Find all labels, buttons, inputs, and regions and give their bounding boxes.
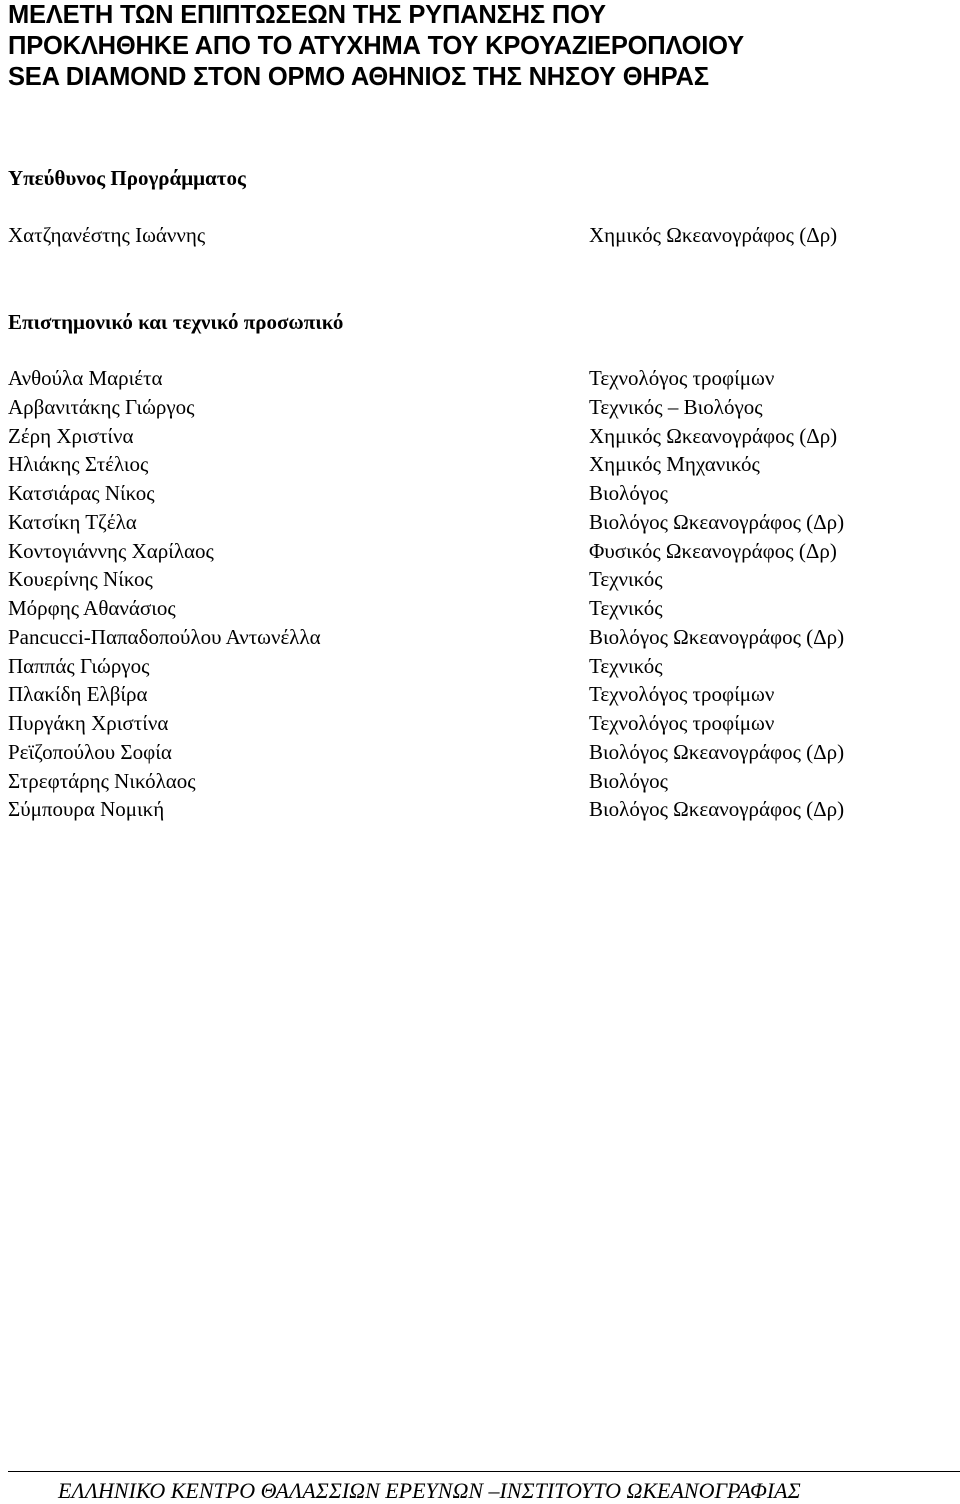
staff-member-name: Αρβανιτάκης Γιώργος (8, 394, 195, 419)
program-lead-row (8, 221, 960, 249)
staff-row (8, 652, 960, 681)
staff-row (8, 623, 960, 652)
staff-row (8, 393, 960, 422)
staff-row (8, 422, 960, 451)
document-title (8, 0, 948, 93)
staff-row (8, 767, 960, 796)
staff-row (8, 565, 960, 594)
staff-row (8, 795, 960, 824)
staff-row (8, 738, 960, 767)
staff-member-name: Ζέρη Χριστίνα (8, 423, 134, 448)
staff-member-role: Τεχνικός – Βιολόγος (589, 394, 763, 419)
staff-member-role: Χημικός Ωκεανογράφος (Δρ) (589, 423, 838, 448)
staff-member-name: Ανθούλα Μαριέτα (8, 366, 163, 390)
staff-member-role: Τεχνολόγος τροφίμων (589, 711, 775, 735)
staff-member-role: Βιολόγος (589, 481, 668, 505)
staff-member-name: Μόρφης Αθανάσιος (8, 596, 176, 620)
staff-member-role: Τεχνολόγος τροφίμων (589, 682, 775, 707)
staff-member-name: Κουερίνης Νίκος (8, 567, 153, 592)
staff-row (8, 364, 960, 393)
staff-member-name: Πλακίδη Ελβίρα (8, 682, 148, 707)
staff-member-name: Σύμπουρα Νομική (8, 797, 165, 822)
staff-member-name: Παππάς Γιώργος (8, 653, 150, 678)
staff-member-role: Φυσικός Ωκεανογράφος (Δρ) (589, 538, 837, 563)
staff-member-role: Χημικός Μηχανικός (589, 452, 760, 477)
staff-heading: Επιστημονικό και τεχνικό προσωπικό (8, 310, 344, 334)
staff-member-role: Βιολόγος (589, 768, 668, 793)
staff-row (8, 594, 960, 623)
staff-row (8, 537, 960, 566)
document-title-line-2: ΠΡΟΚΛΗΘΗΚΕ ΑΠΟ ΤΟ ΑΤΥΧΗΜΑ ΤΟΥ ΚΡΟΥΑΖΙΕΡΟΠΛΟΙΟΥ (8, 32, 744, 60)
document-title-line-3: SEA DIAMOND ΣΤΟΝ ΟΡΜΟ ΑΘΗΝΙΟΣ ΤΗΣ ΝΗΣΟΥ ΘΗΡΑΣ (8, 63, 709, 91)
staff-member-role: Βιολόγος Ωκεανογράφος (Δρ) (589, 509, 845, 534)
staff-member-name: Ηλιάκης Στέλιος (8, 452, 149, 477)
staff-member-name: Ρεϊζοπούλου Σοφία (8, 739, 172, 764)
footer-institution: ΕΛΛΗΝΙΚΟ ΚΕΝΤΡΟ ΘΑΛΑΣΣΙΩΝ ΕΡΕΥΝΩΝ –ΙΝΣΤΙΤΟΥΤΟ ΩΚΕΑΝΟΓΡΑΦΙΑΣ (58, 1478, 801, 1503)
staff-member-role: Τεχνικός (589, 567, 663, 592)
staff-member-role: Βιολόγος Ωκεανογράφος (Δρ) (589, 797, 845, 822)
staff-member-name: Κοντογιάννης Χαρίλαος (8, 538, 214, 563)
staff-member-role: Τεχνολόγος τροφίμων (589, 366, 775, 390)
program-lead-role: Χημικός Ωκεανογράφος (Δρ) (589, 223, 838, 247)
staff-member-role: Τεχνικός (589, 596, 663, 620)
staff-member-role: Τεχνικός (589, 653, 663, 678)
staff-row (8, 479, 960, 508)
staff-row (8, 709, 960, 738)
document-title-line-1: ΜΕΛΕΤΗ ΤΩΝ ΕΠΙΠΤΩΣΕΩΝ ΤΗΣ ΡΥΠΑΝΣΗΣ ΠΟΥ (8, 1, 606, 29)
staff-member-role: Βιολόγος Ωκεανογράφος (Δρ) (589, 624, 845, 649)
staff-list (8, 364, 960, 824)
staff-member-name: Κατσιάρας Νίκος (8, 481, 155, 505)
footer-divider (8, 1471, 960, 1472)
staff-row (8, 450, 960, 479)
staff-row (8, 680, 960, 709)
program-lead-heading: Υπεύθυνος Προγράμματος (8, 166, 246, 190)
staff-member-name: Πυργάκη Χριστίνα (8, 711, 169, 735)
staff-member-role: Βιολόγος Ωκεανογράφος (Δρ) (589, 739, 845, 764)
program-lead-name: Χατζηανέστης Ιωάννης (8, 223, 206, 247)
staff-row (8, 508, 960, 537)
staff-member-name: Στρεφτάρης Νικόλαος (8, 768, 196, 793)
staff-member-name: Κατσίκη Τζέλα (8, 509, 137, 534)
staff-member-name: Pancucci-Παπαδοπούλου Αντωνέλλα (8, 624, 321, 649)
